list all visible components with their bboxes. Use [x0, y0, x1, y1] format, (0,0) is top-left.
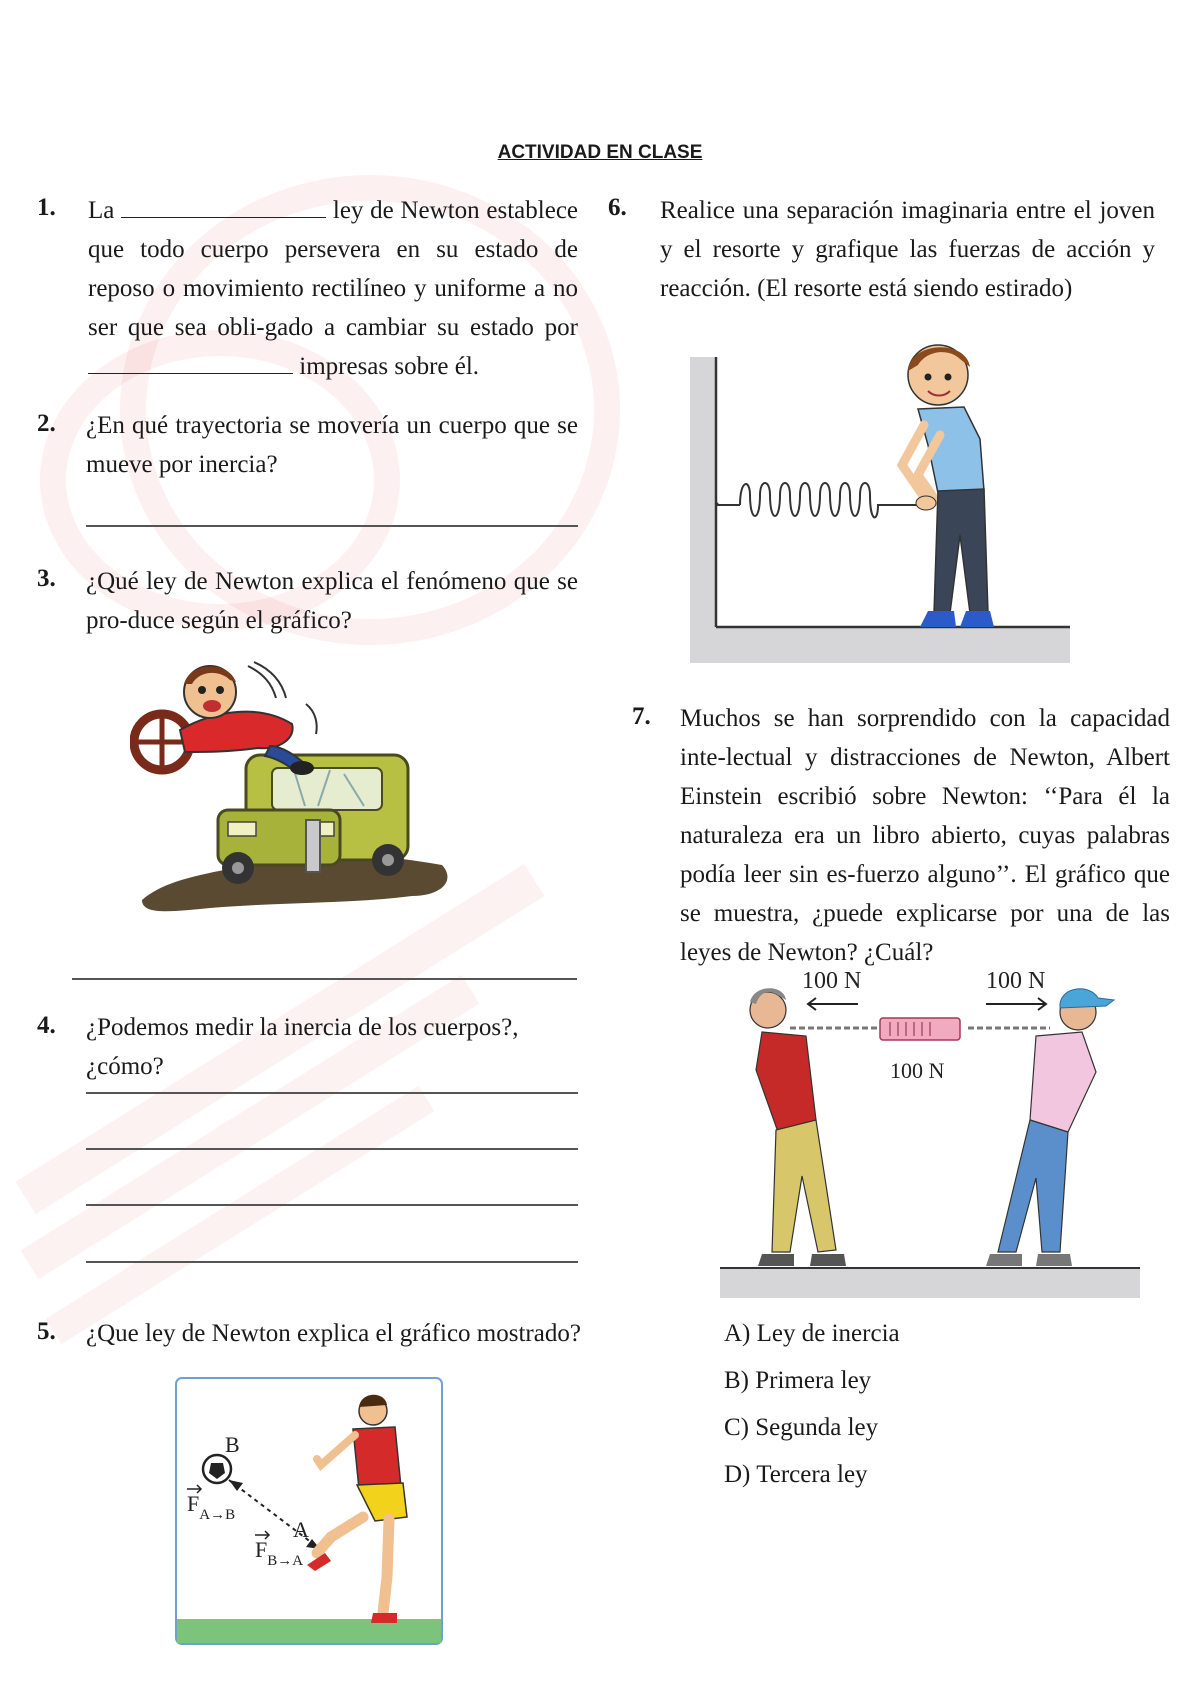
force-ba-symbol: F	[255, 1537, 268, 1562]
tug-of-war-illustration	[720, 960, 1140, 1300]
force-label-middle: 100 N	[890, 1058, 945, 1083]
option-c-text: Segunda ley	[755, 1414, 879, 1441]
option-d[interactable]	[724, 1451, 868, 1498]
question-2-text: ¿En qué trayectoria se movería un cuerpo que se mueve por inercia?	[86, 412, 578, 478]
option-a[interactable]	[724, 1310, 900, 1357]
option-c[interactable]	[724, 1404, 878, 1451]
answer-line-q4-4[interactable]	[86, 1261, 578, 1263]
answer-line-q4-3[interactable]	[86, 1204, 578, 1206]
question-1-part2: ley de Newton establece que todo cuerpo persevera en su estado de reposo o movimiento rectilíneo y uniforme a no ser que sea obli-gado a cambiar su estado por	[88, 197, 579, 341]
label-a: A	[293, 1517, 309, 1542]
car-crash-illustration	[130, 660, 460, 930]
force-ab-symbol: F	[187, 1491, 200, 1516]
question-4-text: ¿Podemos medir la inercia de los cuerpos?, ¿cómo?	[86, 1014, 519, 1080]
option-b-text: Primera ley	[755, 1367, 872, 1394]
page-title: ACTIVIDAD EN CLASE	[497, 142, 703, 163]
question-7-number: 7.	[632, 703, 651, 730]
force-ba-subscript: B→A	[267, 1553, 304, 1569]
question-1-part3: impresas sobre él.	[299, 353, 480, 380]
option-d-text: Tercera ley	[756, 1461, 868, 1488]
option-a-text: Ley de inercia	[756, 1320, 900, 1347]
answer-line-q4-1[interactable]	[86, 1092, 578, 1094]
question-3-number: 3.	[37, 565, 56, 592]
watermark-bar	[45, 1086, 434, 1345]
option-d-letter: D)	[724, 1461, 751, 1488]
answer-line-q4-2[interactable]	[86, 1148, 578, 1150]
question-4-number: 4.	[37, 1012, 56, 1039]
question-6-text: Realice una separación imaginaria entre el joven y el resorte y grafique las fuerzas de acción y reacción. (El resorte está siendo estirado)	[660, 197, 1155, 302]
question-1-blank-1[interactable]	[121, 196, 326, 218]
force-ab-subscript: A→B	[199, 1507, 236, 1523]
answer-line-q2[interactable]	[86, 525, 578, 527]
question-3-text: ¿Qué ley de Newton explica el fenómeno que se pro-duce según el gráfico?	[86, 568, 578, 634]
question-1-text	[88, 191, 578, 386]
question-1-part1: La	[88, 197, 115, 224]
question-5-number: 5.	[37, 1318, 56, 1345]
question-7-text: Muchos se han sorprendido con la capacidad inte-lectual y distracciones de Newton, Albert Einstein escribió sobre Newton: ‘‘Para él la naturaleza era un libro abierto, cuyas palabras podía leer sin es-fuerzo alguno’’. El gráfico que se muestra, ¿puede explicarse por una de las leyes de Newton? ¿Cuál?	[680, 705, 1170, 966]
question-1-number: 1.	[37, 194, 56, 221]
option-b-letter: B)	[724, 1367, 749, 1394]
question-5-text: ¿Que ley de Newton explica el gráfico mostrado?	[86, 1320, 581, 1347]
spring-illustration	[688, 335, 1073, 665]
answer-line-q3[interactable]	[72, 978, 577, 980]
question-6-number: 6.	[608, 194, 627, 221]
question-1-blank-2[interactable]	[88, 352, 293, 374]
option-b[interactable]	[724, 1357, 871, 1404]
force-label-left: 100 N	[802, 968, 862, 994]
option-a-letter: A)	[724, 1320, 751, 1347]
force-label-right: 100 N	[986, 968, 1046, 994]
option-c-letter: C)	[724, 1414, 749, 1441]
label-b: B	[225, 1432, 240, 1457]
soccer-illustration	[175, 1377, 445, 1647]
question-2-number: 2.	[37, 410, 56, 437]
